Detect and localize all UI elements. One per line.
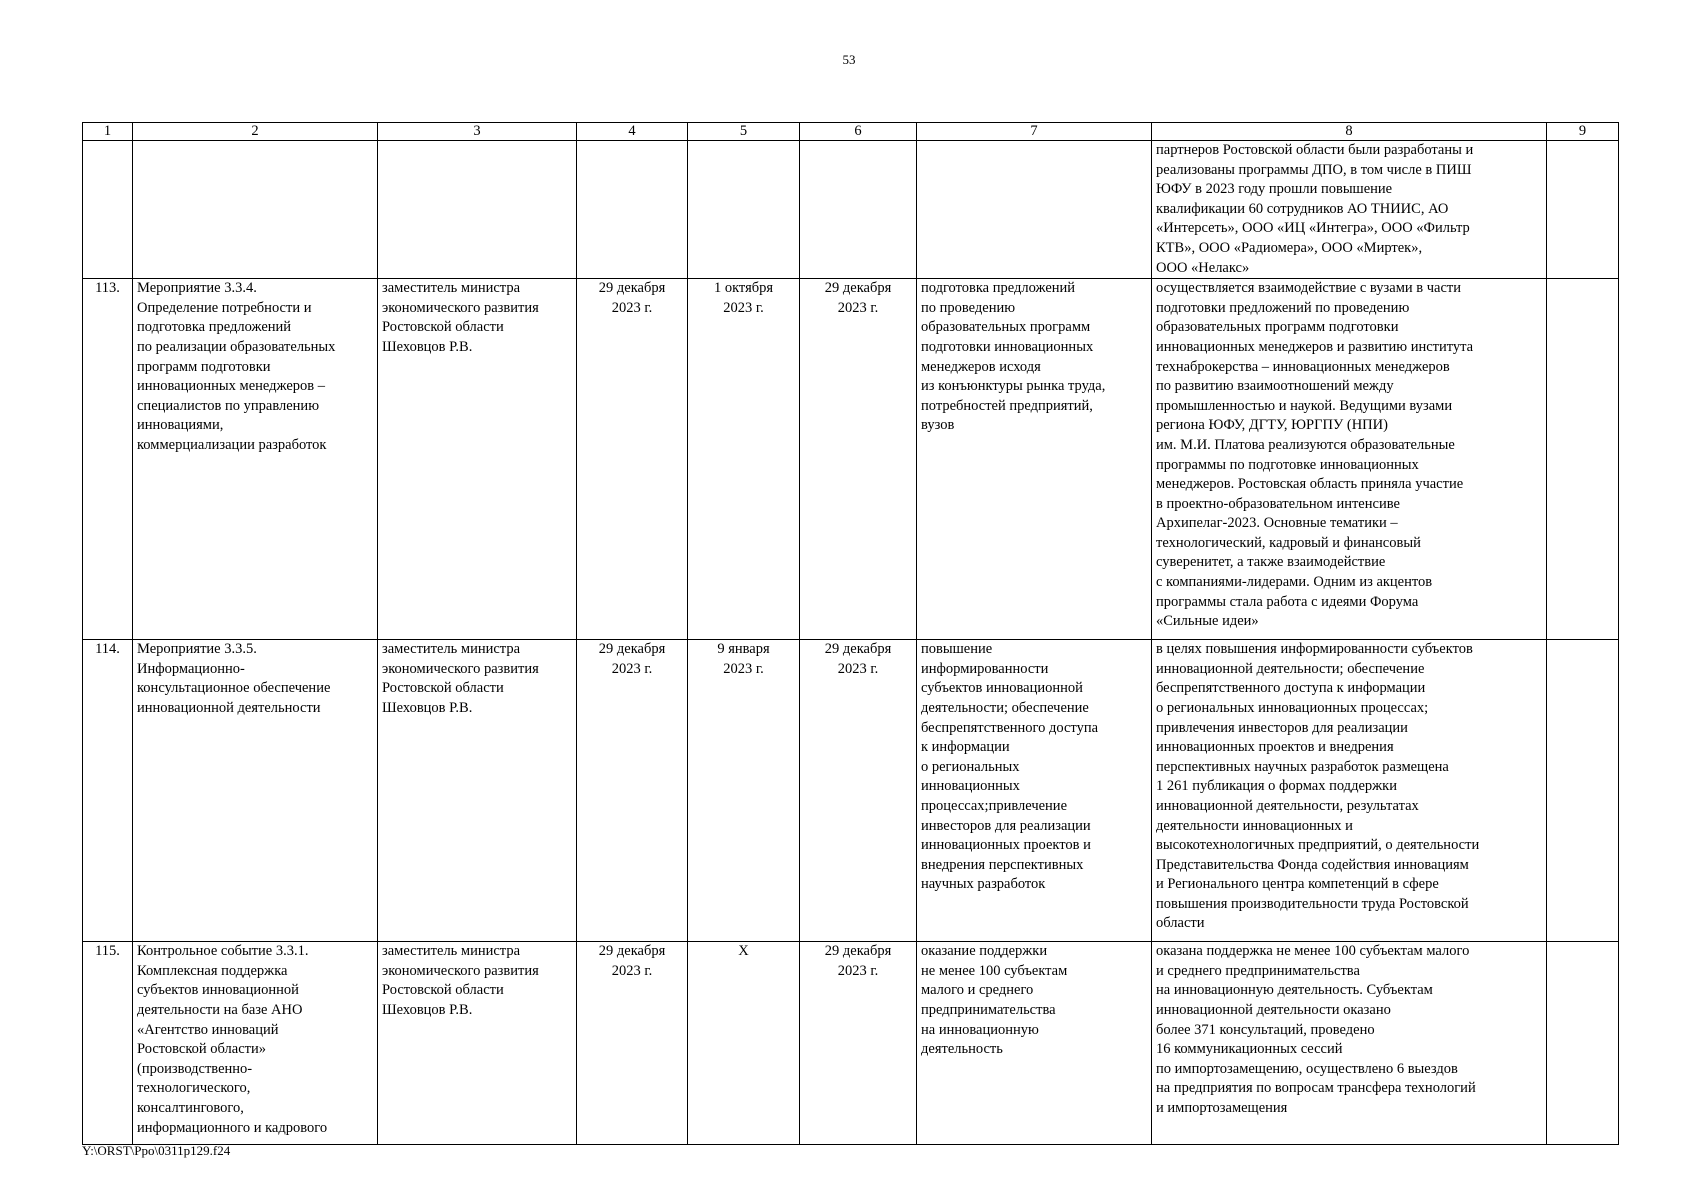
column-header-4: 4 — [577, 123, 688, 141]
text-line: специалистов по управлению — [137, 397, 320, 414]
text-line: реализованы программы ДПО, в том числе в ПИШ — [1156, 161, 1472, 178]
text-line: «Сильные идеи» — [1156, 613, 1259, 630]
text-line: к информации — [921, 739, 1010, 756]
text-line: образовательных программ подготовки — [1156, 319, 1399, 336]
actual-start-date-cell — [688, 279, 800, 640]
column-header-8: 8 — [1152, 123, 1547, 141]
text-line: суверенитет, а также взаимодействие — [1156, 554, 1386, 571]
text-line: информационного и кадрового — [137, 1119, 328, 1136]
text-line: 113. — [95, 280, 120, 297]
text-line: повышения производительности труда Ростовской — [1156, 895, 1469, 912]
text-line: Архипелаг-2023. Основные тематики – — [1156, 515, 1398, 532]
text-line: 1 261 публикация о формах поддержки — [1156, 778, 1397, 795]
text-line: с компаниями-лидерами. Одним из акцентов — [1156, 574, 1433, 591]
row-number-cell — [83, 640, 133, 942]
text-line: инновационной деятельности; обеспечение — [1156, 660, 1425, 677]
actual-end-date-cell — [800, 279, 917, 640]
text-line: (производственно- — [137, 1060, 253, 1077]
text-line: 29 декабря — [824, 280, 892, 297]
text-line: промышленностью и наукой. Ведущими вузами — [1156, 397, 1453, 414]
table-row — [83, 942, 1619, 1145]
text-line: 16 коммуникационных сессий — [1156, 1041, 1343, 1058]
text-line: инновационных проектов и внедрения — [1156, 739, 1394, 756]
column-header-3: 3 — [378, 123, 577, 141]
text-line: Контрольное событие 3.3.1. — [137, 943, 309, 960]
table-row — [83, 141, 1619, 279]
column-header-6: 6 — [800, 123, 917, 141]
text-line: экономического развития — [382, 962, 539, 979]
text-line: подготовки предложений по проведению — [1156, 299, 1410, 316]
actual-result-cell — [1152, 141, 1547, 279]
text-line: квалификации 60 сотрудников АО ТНИИС, АО — [1156, 200, 1449, 217]
text-line: деятельности на базе АНО — [137, 1001, 303, 1018]
row-number-cell — [83, 942, 133, 1145]
responsible-cell — [378, 141, 577, 279]
text-line: и Регионального центра компетенций в сфере — [1156, 876, 1439, 893]
expected-result-cell — [917, 141, 1152, 279]
text-line: из конъюнктуры рынка труда, — [921, 378, 1106, 395]
text-line: 114. — [95, 641, 120, 658]
text-line: Ростовской области — [382, 680, 504, 697]
event-name-cell — [133, 141, 378, 279]
text-line: повышение — [921, 641, 993, 658]
responsible-cell — [378, 279, 577, 640]
responsible-cell — [378, 640, 577, 942]
text-line: научных разработок — [921, 876, 1046, 893]
text-line: ООО «Нелакс» — [1156, 259, 1250, 276]
text-line: информированности — [921, 660, 1049, 677]
table-header-row — [83, 123, 1619, 141]
text-line: 2023 г. — [611, 660, 653, 677]
text-line: 29 декабря — [598, 641, 666, 658]
column-header-9: 9 — [1547, 123, 1619, 141]
text-line: программ подготовки — [137, 358, 271, 375]
table-row — [83, 279, 1619, 640]
text-line: по развитию взаимоотношений между — [1156, 378, 1394, 395]
text-line: экономического развития — [382, 660, 539, 677]
text-line: перспективных научных разработок размещена — [1156, 758, 1449, 775]
expected-result-cell — [917, 279, 1152, 640]
text-line: 9 января — [717, 641, 770, 658]
text-line: Шеховцов Р.В. — [382, 338, 473, 355]
text-line: программы стала работа с идеями Форума — [1156, 593, 1419, 610]
text-line: 2023 г. — [723, 299, 764, 316]
text-line: о региональных — [921, 758, 1020, 775]
text-line: «Агентство инноваций — [137, 1021, 279, 1038]
text-line: региона ЮФУ, ДГТУ, ЮРГПУ (НПИ) — [1156, 417, 1388, 434]
text-line: 29 декабря — [824, 943, 892, 960]
text-line: Мероприятие 3.3.5. — [137, 641, 257, 658]
text-line: подготовка предложений — [921, 280, 1076, 297]
text-line: 1 октября — [713, 280, 774, 297]
text-line: менеджеров. Ростовская область приняла участие — [1156, 476, 1464, 493]
text-line: по проведению — [921, 299, 1016, 316]
actual-start-date-cell — [688, 942, 800, 1145]
text-line: 2023 г. — [837, 660, 879, 677]
text-line: предпринимательства — [921, 1001, 1056, 1018]
text-line: консалтингового, — [137, 1099, 244, 1116]
planned-end-date-cell — [577, 141, 688, 279]
text-line: на инновационную деятельность. Субъектам — [1156, 982, 1433, 999]
expected-result-cell — [917, 942, 1152, 1145]
actual-start-date-cell — [688, 141, 800, 279]
notes-cell — [1547, 942, 1619, 1145]
text-line: консультационное обеспечение — [137, 680, 331, 697]
text-line: Комплексная поддержка — [137, 962, 288, 979]
text-line: инновационных менеджеров – — [137, 378, 326, 395]
report-table — [82, 122, 1619, 1145]
planned-end-date-cell — [577, 279, 688, 640]
text-line: 2023 г. — [611, 299, 653, 316]
event-name-cell — [133, 640, 378, 942]
text-line: не менее 100 субъектам — [921, 962, 1068, 979]
text-line: 29 декабря — [598, 280, 666, 297]
actual-result-cell — [1152, 279, 1547, 640]
text-line: малого и среднего — [921, 982, 1034, 999]
text-line: программы по подготовке инновационных — [1156, 456, 1419, 473]
text-line: Х — [738, 943, 749, 960]
expected-result-cell — [917, 640, 1152, 942]
text-line: процессах;привлечение — [921, 797, 1067, 814]
text-line: инвесторов для реализации — [921, 817, 1091, 834]
notes-cell — [1547, 141, 1619, 279]
text-line: образовательных программ — [921, 319, 1091, 336]
actual-result-cell — [1152, 640, 1547, 942]
event-name-cell — [133, 942, 378, 1145]
text-line: инновациями, — [137, 417, 224, 434]
text-line: вузов — [921, 417, 955, 434]
text-line: потребностей предприятий, — [921, 397, 1093, 414]
text-line: технологического, — [137, 1080, 251, 1097]
text-line: в целях повышения информированности субъектов — [1156, 641, 1473, 658]
planned-end-date-cell — [577, 640, 688, 942]
text-line: 2023 г. — [611, 962, 653, 979]
text-line: оказание поддержки — [921, 943, 1048, 960]
text-line: им. М.И. Платова реализуются образовательные — [1156, 436, 1455, 453]
actual-end-date-cell — [800, 141, 917, 279]
text-line: оказана поддержка не менее 100 субъектам малого — [1156, 943, 1470, 960]
text-line: Ростовской области — [382, 319, 504, 336]
text-line: инновационных — [921, 778, 1020, 795]
text-line: ЮФУ в 2023 году прошли повышение — [1156, 181, 1393, 198]
text-line: в проектно-образовательном интенсиве — [1156, 495, 1400, 512]
text-line: о региональных инновационных процессах; — [1156, 699, 1429, 716]
text-line: на предприятия по вопросам трансфера технологий — [1156, 1080, 1476, 1097]
responsible-cell — [378, 942, 577, 1145]
text-line: беспрепятственного доступа к информации — [1156, 680, 1426, 697]
text-line: 2023 г. — [723, 660, 764, 677]
text-line: инновационной деятельности — [137, 699, 321, 716]
text-line: привлечения инвесторов для реализации — [1156, 719, 1408, 736]
event-name-cell — [133, 279, 378, 640]
row-number-cell — [83, 279, 133, 640]
text-line: заместитель министра — [382, 641, 521, 658]
text-line: более 371 консультаций, проведено — [1156, 1021, 1375, 1038]
text-line: 2023 г. — [837, 962, 879, 979]
text-line: подготовка предложений — [137, 319, 292, 336]
text-line: Шеховцов Р.В. — [382, 699, 473, 716]
text-line: беспрепятственного доступа — [921, 719, 1099, 736]
actual-result-cell — [1152, 942, 1547, 1145]
page-number: 53 — [842, 52, 856, 67]
actual-end-date-cell — [800, 942, 917, 1145]
text-line: 29 декабря — [598, 943, 666, 960]
text-line: Шеховцов Р.В. — [382, 1001, 473, 1018]
text-line: технаброкерства – инновационных менеджеров — [1156, 358, 1450, 375]
text-line: заместитель министра — [382, 280, 521, 297]
text-line: коммерциализации разработок — [137, 436, 327, 453]
text-line: инновационной деятельности оказано — [1156, 1001, 1391, 1018]
row-number-cell — [83, 141, 133, 279]
text-line: инновационной деятельности, результатах — [1156, 797, 1419, 814]
text-line: инновационных проектов и — [921, 837, 1091, 854]
text-line: высокотехнологичных предприятий, о деятельности — [1156, 837, 1480, 854]
text-line: деятельности; обеспечение — [921, 699, 1089, 716]
text-line: подготовки инновационных — [921, 338, 1094, 355]
column-header-2: 2 — [133, 123, 378, 141]
text-line: менеджеров исходя — [921, 358, 1041, 375]
actual-start-date-cell — [688, 640, 800, 942]
text-line: экономического развития — [382, 299, 539, 316]
text-line: 29 декабря — [824, 641, 892, 658]
text-line: субъектов инновационной — [137, 982, 299, 999]
column-header-5: 5 — [688, 123, 800, 141]
notes-cell — [1547, 279, 1619, 640]
text-line: Мероприятие 3.3.4. — [137, 280, 257, 297]
text-line: заместитель министра — [382, 943, 521, 960]
notes-cell — [1547, 640, 1619, 942]
text-line: и импортозамещения — [1156, 1099, 1288, 1116]
text-line: КТВ», ООО «Радиомера», ООО «Миртек», — [1156, 239, 1423, 256]
column-header-1: 1 — [83, 123, 133, 141]
text-line: по импортозамещению, осуществлено 6 выездов — [1156, 1060, 1458, 1077]
text-line: осуществляется взаимодействие с вузами в части — [1156, 280, 1461, 297]
text-line: Ростовской области» — [137, 1041, 267, 1058]
footer-file-path: Y:\ORST\Ppo\0311p129.f24 — [82, 1143, 231, 1158]
planned-end-date-cell — [577, 942, 688, 1145]
text-line: деятельности инновационных и — [1156, 817, 1353, 834]
text-line: «Интерсеть», ООО «ИЦ «Интегра», ООО «Фильтр — [1156, 220, 1470, 237]
text-line: инновационных менеджеров и развитию института — [1156, 338, 1474, 355]
actual-end-date-cell — [800, 640, 917, 942]
text-line: Представительства Фонда содействия инновациям — [1156, 856, 1469, 873]
table-row — [83, 640, 1619, 942]
text-line: по реализации образовательных — [137, 338, 336, 355]
text-line: субъектов инновационной — [921, 680, 1083, 697]
text-line: Ростовской области — [382, 982, 504, 999]
text-line: Определение потребности и — [137, 299, 312, 316]
text-line: Информационно- — [137, 660, 245, 677]
text-line: технологический, кадровый и финансовый — [1156, 534, 1421, 551]
column-header-7: 7 — [917, 123, 1152, 141]
text-line: 115. — [95, 943, 120, 960]
text-line: партнеров Ростовской области были разработаны и — [1156, 142, 1474, 158]
text-line: деятельность — [921, 1041, 1003, 1058]
text-line: на инновационную — [921, 1021, 1039, 1038]
text-line: 2023 г. — [837, 299, 879, 316]
text-line: и среднего предпринимательства — [1156, 962, 1360, 979]
text-line: области — [1156, 915, 1205, 932]
text-line: внедрения перспективных — [921, 856, 1084, 873]
